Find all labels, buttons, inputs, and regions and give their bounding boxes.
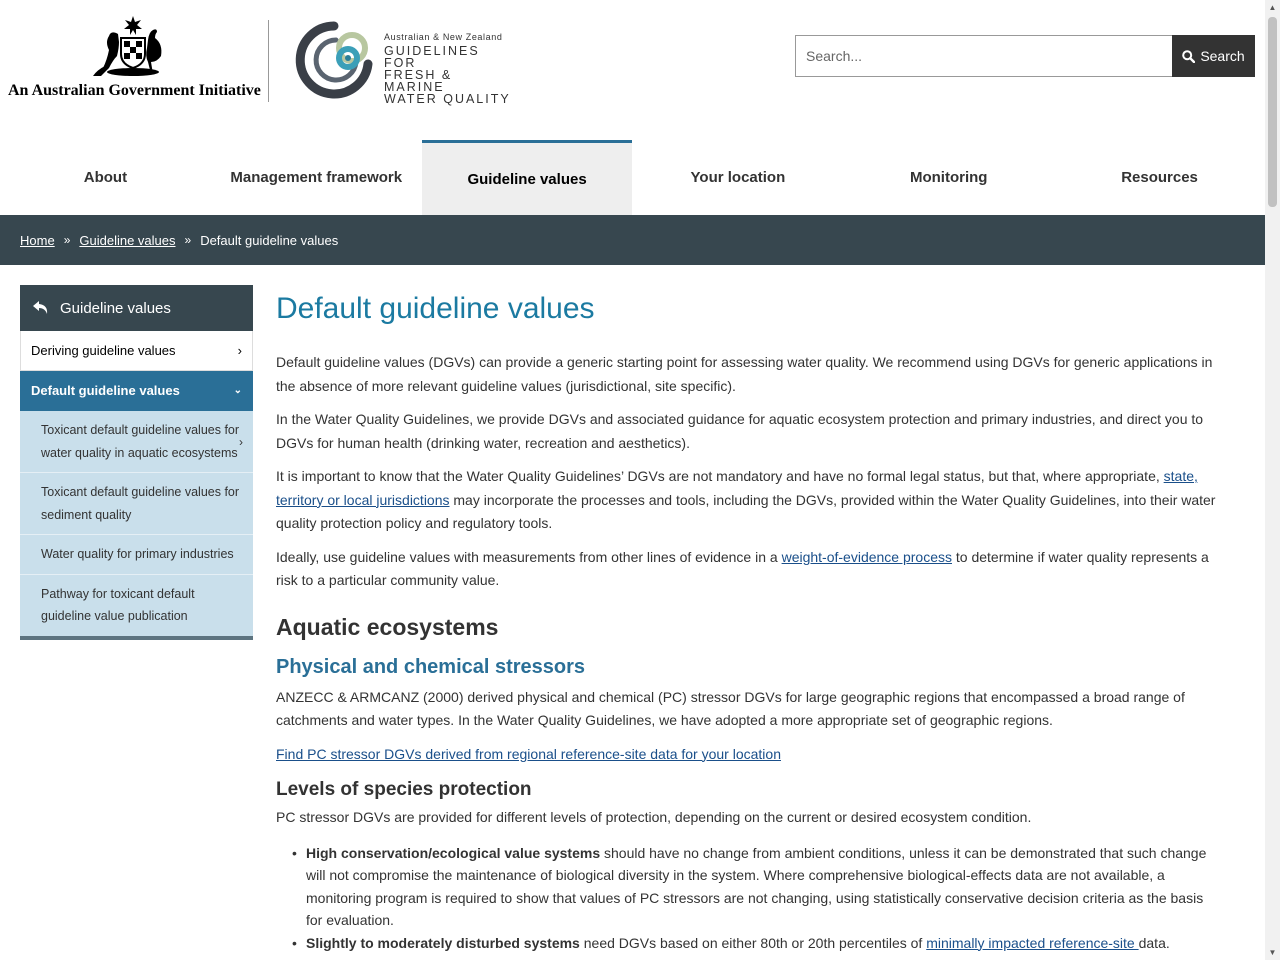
chevron-down-icon: ⌄ — [233, 385, 242, 396]
search-button-label: Search — [1200, 48, 1245, 64]
nav-item-about[interactable]: About — [83, 169, 128, 186]
list-item-text: data. — [1138, 934, 1170, 951]
stressors-heading: Physical and chemical stressors — [276, 655, 586, 678]
list-item — [292, 932, 1221, 955]
sidebar-sub-item-label: Toxicant default guideline values for sediment quality — [41, 485, 240, 522]
list-item — [292, 842, 1221, 932]
search-button[interactable] — [1172, 35, 1255, 77]
wq-logo-line-1: GUIDELINES FOR — [384, 44, 480, 70]
nav-item-monitoring[interactable]: Monitoring — [909, 169, 988, 186]
water-swirl-icon — [294, 18, 378, 102]
sidebar-item-label: Deriving guideline values — [31, 343, 176, 358]
breadcrumb-home[interactable]: Home — [20, 232, 55, 248]
scroll-down-icon[interactable]: ▼ — [1268, 948, 1277, 957]
paragraph-text: Ideally, use guideline values with measurements from other lines of evidence in a — [276, 548, 782, 565]
sidebar-item-deriving-guideline-values[interactable] — [20, 331, 253, 371]
search-bar — [795, 35, 1255, 77]
scroll-thumb[interactable] — [1268, 17, 1277, 207]
sidebar-item-default-guideline-values[interactable] — [20, 371, 253, 411]
find-pc-stressor-dgvs-link[interactable]: Find PC stressor DGVs derived from regional reference-site data for your location — [276, 745, 781, 762]
list-item-text: need DGVs based on either 80th or 20th percentiles of — [579, 934, 927, 951]
wq-logo-line-2: FRESH & MARINE — [384, 68, 453, 94]
species-protection-heading: Levels of species protection — [276, 779, 532, 800]
intro-paragraph-2: In the Water Quality Guidelines, we provide DGVs and associated guidance for aquatic ecosystem protection and primary industries, and direct you to DGVs for human health (drinking water, recreation and aesthetics). — [276, 411, 1204, 451]
sidebar-sub-item-pathway[interactable] — [20, 575, 253, 636]
chevron-right-icon: › — [239, 435, 243, 449]
sidebar-header[interactable] — [20, 285, 253, 331]
chevron-right-icon: › — [237, 343, 242, 358]
main-content — [276, 285, 1221, 954]
paragraph-text: It is important to know that the Water Quality Guidelines’ DGVs are not mandatory and have no formal legal status, but that, where appropriate, — [276, 468, 1164, 484]
protection-levels-list — [276, 842, 1221, 955]
sidebar — [20, 285, 253, 640]
stressors-paragraph: ANZECC & ARMCANZ (2000) derived physical and chemical (PC) stressor DGVs for large geographic regions that encompassed a broad range of catchments and water types. In the Water Quality Guidelines, we have adopted a more appropriate set of geographic regions. — [276, 688, 1185, 728]
sidebar-sub-list — [20, 411, 253, 640]
australian-government-logo[interactable] — [8, 16, 261, 102]
government-initiative-text: An Australian Government Initiative — [8, 82, 261, 99]
page-scrollbar[interactable] — [1265, 0, 1280, 960]
chevron-right-icon: » — [63, 233, 71, 247]
nav-item-guideline-values[interactable]: Guideline values — [422, 140, 633, 215]
find-dgvs-paragraph — [276, 743, 1221, 767]
site-header — [0, 0, 1265, 140]
intro-paragraph-4 — [276, 546, 1221, 593]
wq-logo-subtitle: Australian & New Zealand — [384, 32, 503, 42]
list-item-bold: High conservation/ecological value systems — [306, 844, 601, 861]
chevron-right-icon: » — [184, 233, 192, 247]
scroll-up-icon[interactable]: ▲ — [1268, 3, 1277, 12]
nav-item-resources[interactable]: Resources — [1121, 169, 1198, 186]
list-item-text: should have no change from ambient conditions, unless it can be demonstrated that such change will not compromise the maintenance of biological diversity in the system. Where comprehensive biological-effects data are not available, a monitoring program is required to show that values of PC stressors are not changing, using statistically conservative decision criteria as the basis for evaluation. — [306, 844, 1207, 928]
sidebar-sub-item-toxicant-sediment[interactable] — [20, 473, 253, 535]
sidebar-sub-item-label: Water quality for primary industries — [41, 547, 234, 561]
intro-paragraph-1: Default guideline values (DGVs) can provide a generic starting point for assessing water quality. We recommend using DGVs for generic applications in the absence of more relevant guideline values (jurisdictional, site specific). — [276, 354, 1213, 394]
water-quality-guidelines-logo[interactable] — [294, 18, 514, 106]
aquatic-ecosystems-heading: Aquatic ecosystems — [276, 613, 499, 640]
list-item-bold: Slightly to moderately disturbed systems — [306, 934, 580, 951]
sidebar-sub-item-label: Pathway for toxicant default guideline value publication — [41, 586, 195, 623]
jurisdictions-link[interactable]: state, territory or local jurisdictions — [276, 468, 1198, 508]
wq-logo-text — [384, 32, 514, 105]
breadcrumb-guideline-values[interactable]: Guideline values — [79, 232, 176, 248]
back-arrow-icon — [32, 300, 50, 316]
intro-paragraph-3 — [276, 465, 1221, 536]
wq-logo-line-3: WATER QUALITY — [384, 92, 511, 106]
search-input[interactable] — [795, 35, 1172, 77]
sidebar-sub-item-toxicant-water[interactable] — [20, 411, 253, 473]
sidebar-sub-item-label: Toxicant default guideline values for water quality in aquatic ecosystems — [41, 423, 240, 460]
nav-item-management-framework[interactable]: Management framework — [230, 169, 403, 186]
nav-item-your-location[interactable]: Your location — [690, 169, 786, 186]
species-protection-paragraph: PC stressor DGVs are provided for different levels of protection, depending on the current or desired ecosystem condition. — [276, 809, 1032, 825]
sidebar-header-label: Guideline values — [60, 299, 171, 317]
main-navigation — [0, 140, 1265, 215]
page-title: Default guideline values — [276, 292, 595, 325]
logo-divider — [268, 20, 269, 102]
breadcrumb — [0, 215, 1265, 265]
magnifier-icon — [1182, 50, 1195, 63]
weight-of-evidence-link[interactable]: weight-of-evidence process — [781, 548, 952, 565]
sidebar-item-label: Default guideline values — [31, 383, 180, 398]
paragraph-text: may incorporate the processes and tools, including the DGVs, provided within the Water Quality Guidelines, into their water quality protection policy and regulatory tools. — [276, 491, 1216, 531]
paragraph-text: to determine if water quality represents a risk to a particular community value. — [276, 548, 1209, 588]
reference-site-link[interactable]: minimally impacted reference-site — [926, 934, 1139, 951]
coat-of-arms-icon — [91, 16, 175, 78]
sidebar-sub-item-primary-industries[interactable] — [20, 535, 253, 575]
breadcrumb-current: Default guideline values — [200, 232, 339, 248]
